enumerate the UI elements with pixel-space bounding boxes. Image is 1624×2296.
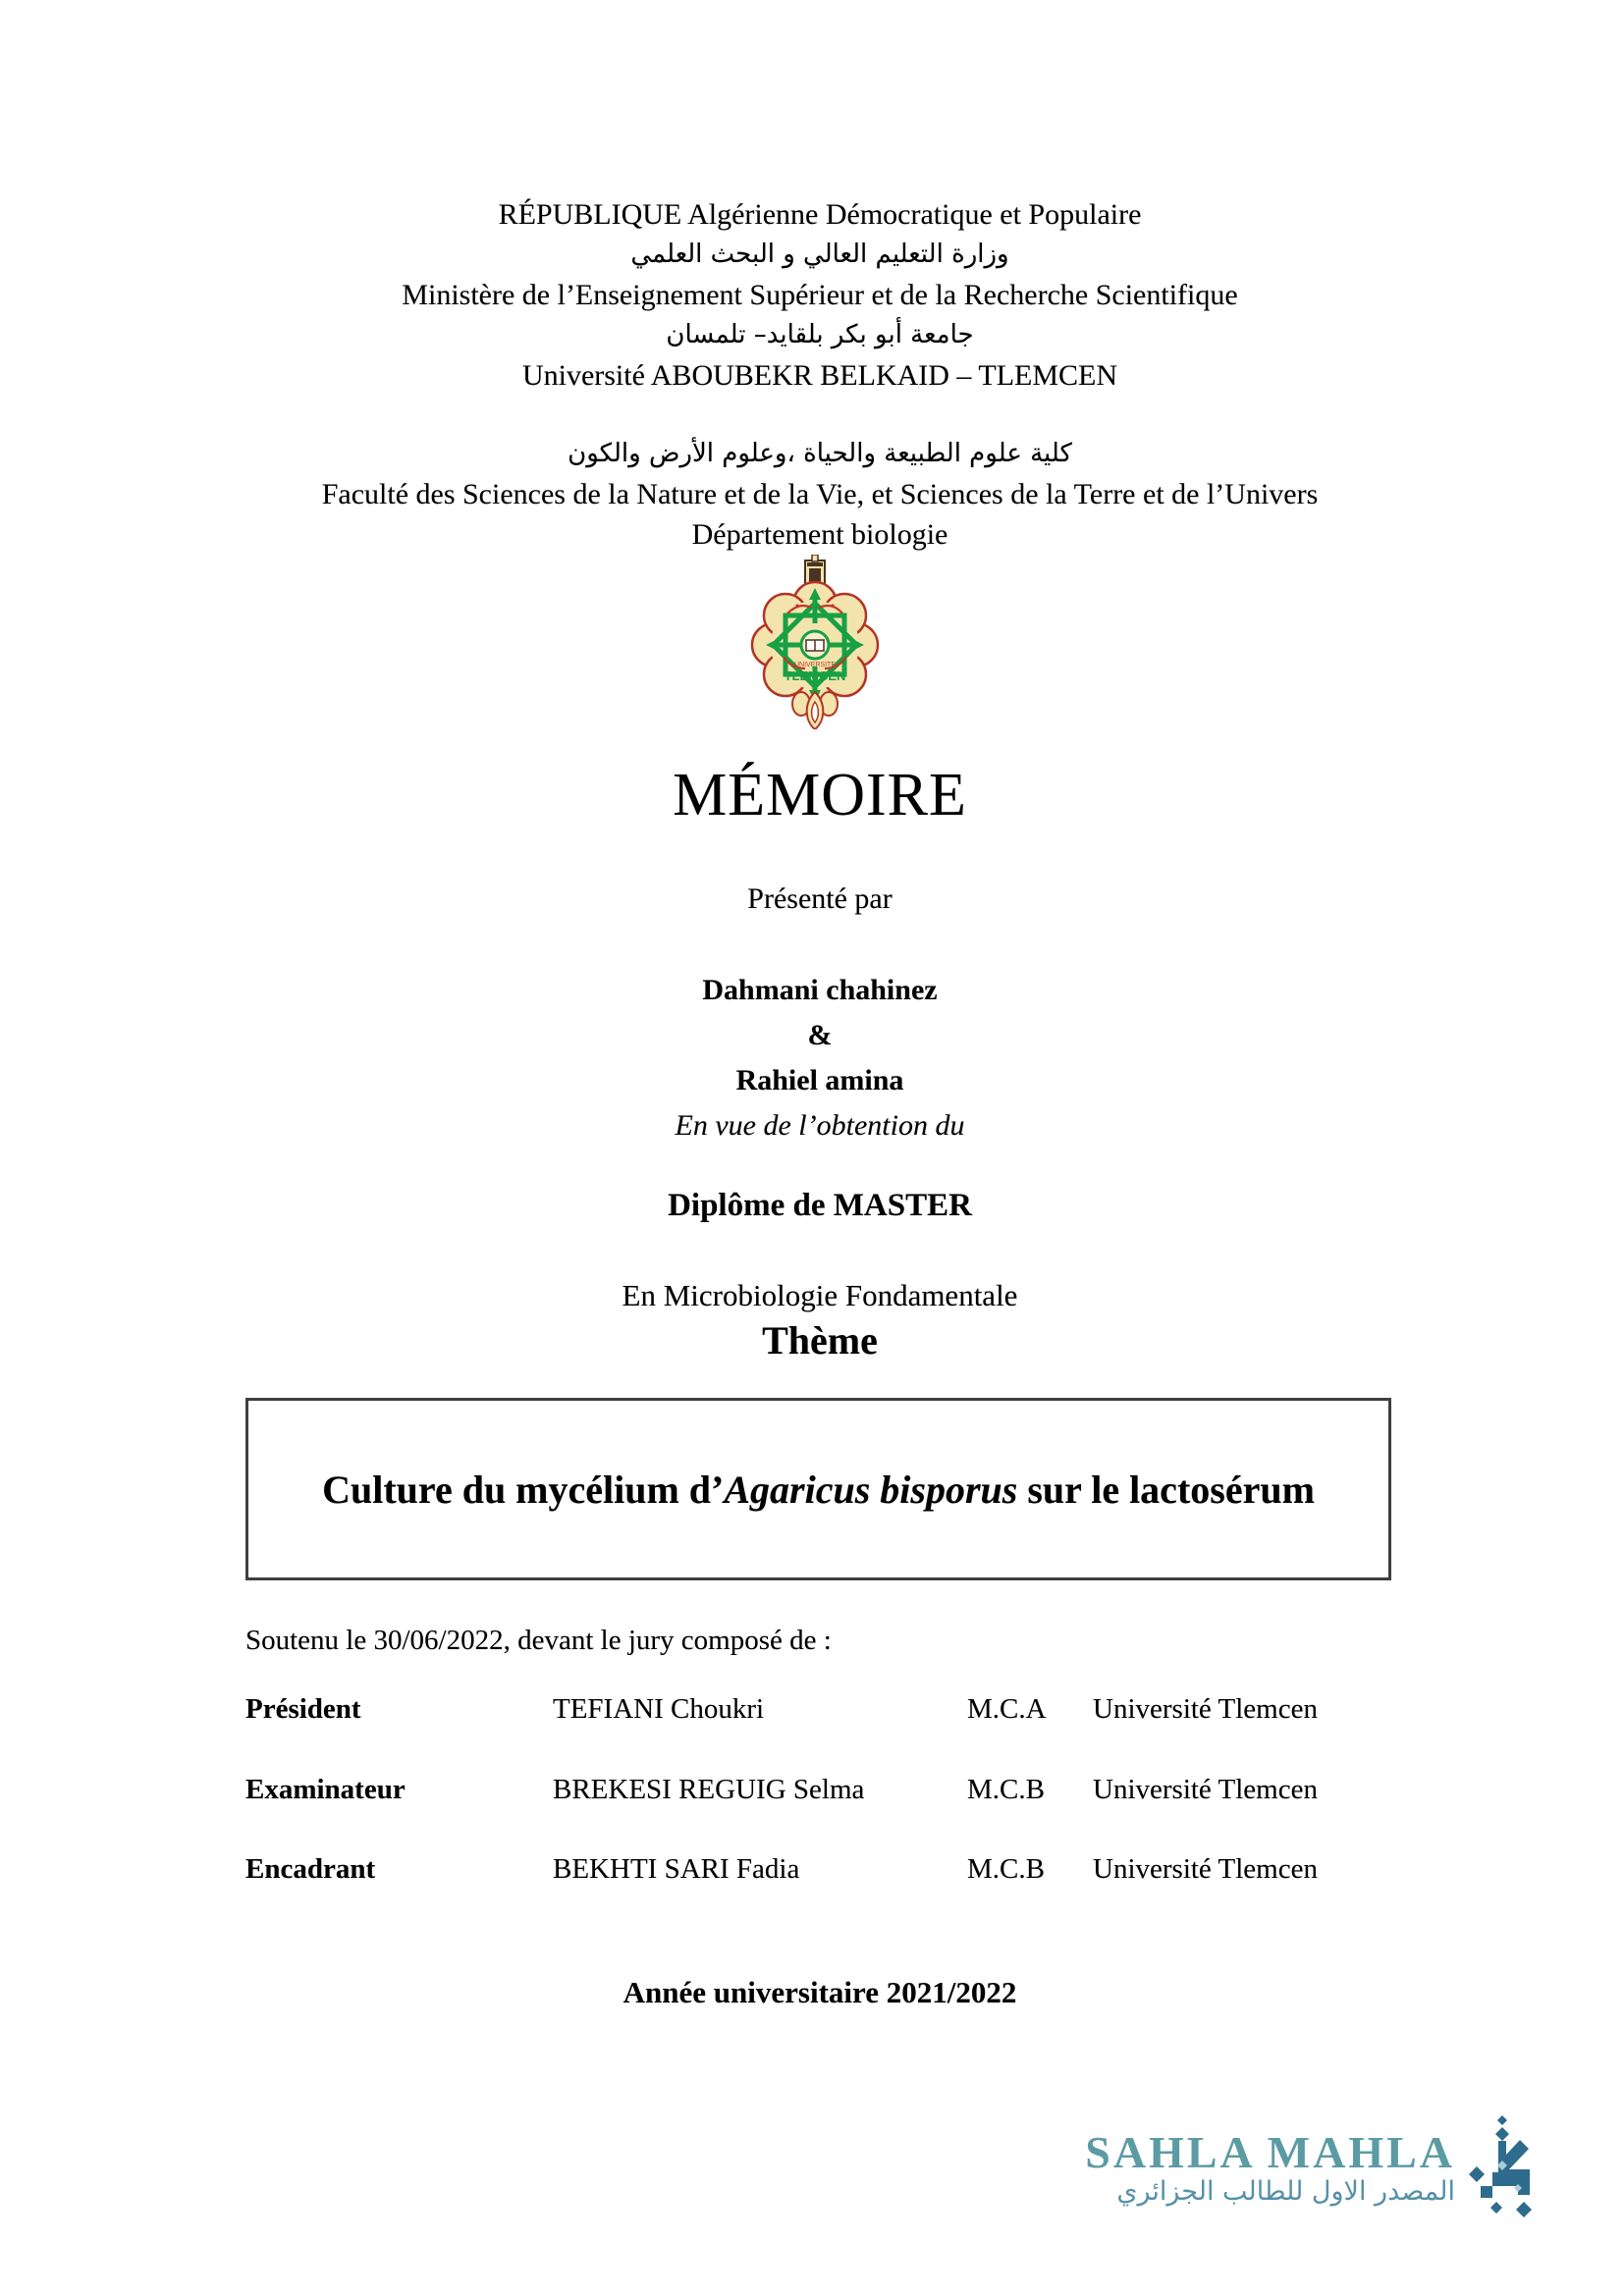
thesis-title-prefix: Culture du mycélium d’ [322, 1467, 725, 1512]
jury-role: Président [245, 1693, 361, 1725]
ministry-line: Ministère de l’Enseignement Supérieur et de la Recherche Scientifique [402, 279, 1238, 311]
jury-grade: M.C.A [967, 1693, 1047, 1725]
jury-name: TEFIANI Choukri [553, 1693, 765, 1725]
presented-by-label: Présenté par [747, 882, 893, 915]
university-line-arabic: جامعة أبو بكر بلقايد– تلمسان [666, 320, 974, 349]
university-line: Université ABOUBEKR BELKAID – TLEMCEN [521, 359, 1118, 392]
academic-year: Année universitaire 2021/2022 [623, 1975, 1017, 2009]
jury-university: Université Tlemcen [1093, 1774, 1318, 1805]
department-line: Département biologie [691, 518, 948, 551]
jury-role: Examinateur [245, 1774, 406, 1805]
faculty-header [245, 434, 1394, 555]
thesis-title-suffix: sur le lactosérum [1017, 1467, 1315, 1512]
republic-line: RÉPUBLIQUE Algérienne Démocratique et Populaire [498, 198, 1142, 231]
specialty-line: En Microbiologie Fondamentale [622, 1278, 1018, 1312]
ampersand: & [807, 1019, 833, 1051]
ministry-header [245, 194, 1394, 396]
finial-shape [792, 692, 838, 729]
jury-grade: M.C.B [967, 1853, 1045, 1885]
jury-role: Encadrant [245, 1853, 376, 1885]
watermark-brand: SAHLA MAHLA [1085, 2127, 1455, 2177]
thesis-title [322, 1467, 1315, 1513]
jury-university: Université Tlemcen [1093, 1693, 1318, 1725]
ministry-line-arabic: وزارة التعليم العالي و البحث العلمي [630, 240, 1009, 269]
jury-grade: M.C.B [967, 1774, 1045, 1805]
theme-label: Thème [762, 1318, 878, 1362]
sahla-mahla-watermark [1085, 2116, 1538, 2222]
specialty-block [245, 1274, 1394, 1364]
jury-row [245, 1693, 1394, 1726]
authors-block [245, 968, 1394, 1148]
purpose-line: En vue de l’obtention du [675, 1109, 965, 1142]
defense-line: Soutenu le 30/06/2022, devant le jury composé de : [245, 1625, 832, 1656]
logo-tlemcen-label: TLEMCEN [784, 668, 846, 683]
jury-name: BREKESI REGUIG Selma [553, 1774, 865, 1805]
university-tlemcen-logo-icon [750, 555, 880, 729]
book-icon [801, 631, 829, 659]
faculty-line-arabic: كلية علوم الطبيعة والحياة ،وعلوم الأرض والكون [568, 439, 1072, 468]
jury-row [245, 1774, 1394, 1806]
degree-title: Diplôme de MASTER [668, 1188, 972, 1223]
faculty-line: Faculté des Sciences de la Nature et de la Vie, et Sciences de la Terre et de l’Univers [321, 478, 1319, 510]
thesis-title-species: Agaricus bisporus [724, 1467, 1018, 1512]
author-name: Dahmani chahinez [702, 974, 938, 1006]
jury-row [245, 1853, 1394, 1886]
sahla-mahla-mark-icon [1467, 2115, 1538, 2224]
document-type-title: MÉMOIRE [673, 762, 967, 828]
logo-universite-label: UNIVERSITE [793, 662, 837, 668]
jury-name: BEKHTI SARI Fadia [553, 1853, 800, 1885]
jury-university: Université Tlemcen [1093, 1853, 1318, 1885]
thesis-title-box [245, 1398, 1391, 1580]
author-name: Rahiel amina [735, 1064, 904, 1096]
watermark-tagline-arabic: المصدر الاول للطالب الجزائري [1116, 2176, 1455, 2207]
watermark-text [1085, 2127, 1455, 2209]
